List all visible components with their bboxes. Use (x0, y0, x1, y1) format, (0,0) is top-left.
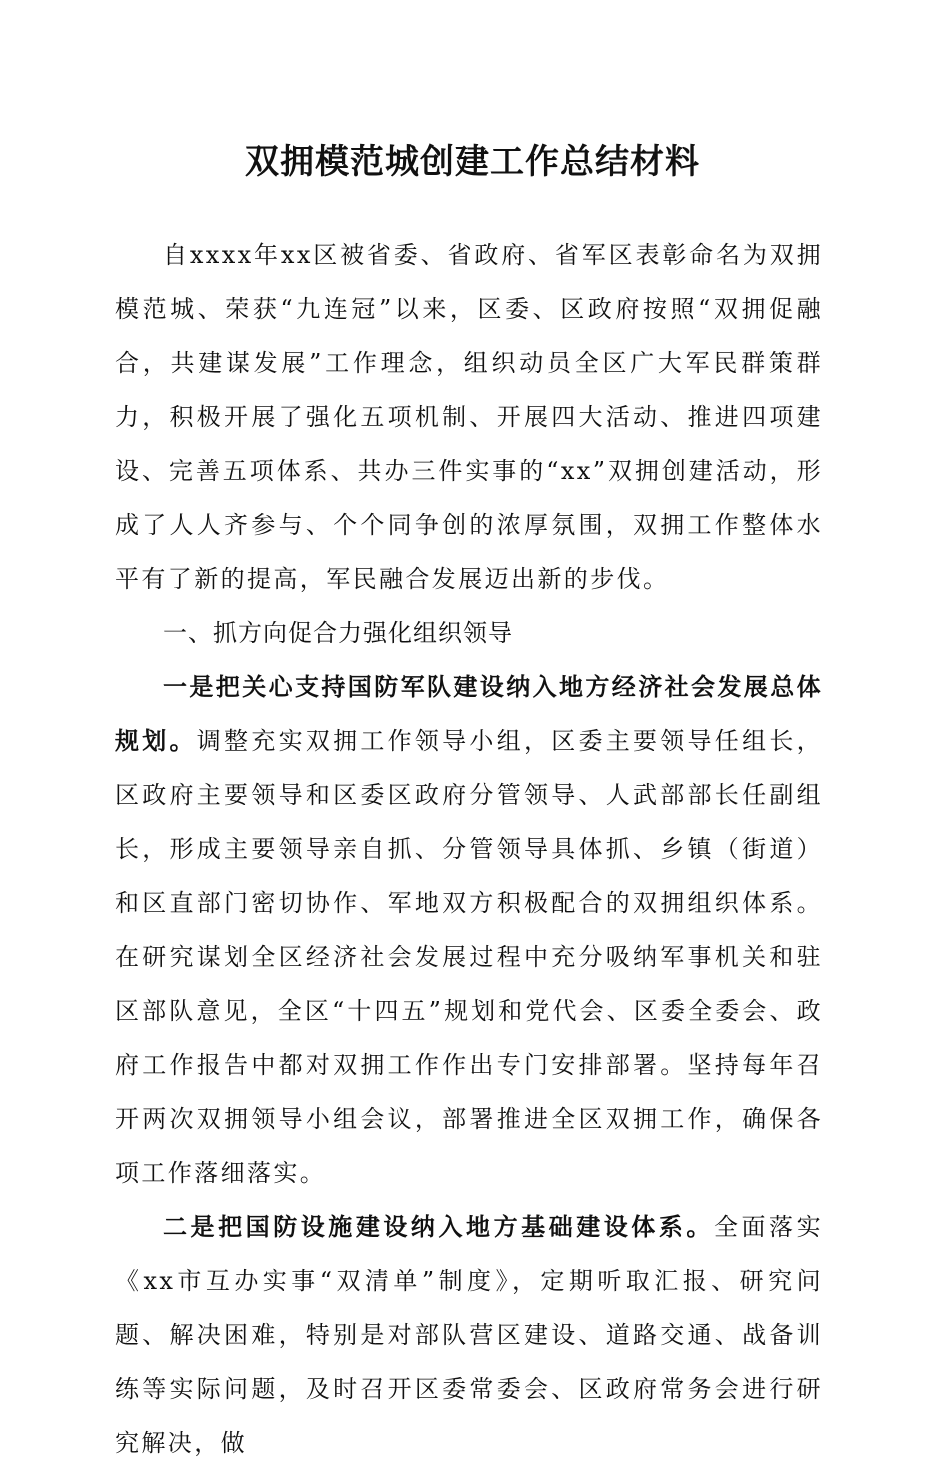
paragraph-two-lead: 二是把国防设施建设纳入地方基础建设体系。 (163, 1212, 714, 1241)
paragraph-two (115, 1200, 823, 1470)
document-title: 双拥模范城创建工作总结材料 (245, 142, 700, 182)
paragraph-two-body: 全面落实《xx市互办实事“双清单”制度》，定期听取汇报、研究问题、解决困难，特别是对部队营区建设、道路交通、战备训练等实际问题，及时召开区委常委会、区政府常务会进行研究解决，做 (115, 1213, 823, 1457)
paragraph-one-lead: 一是把关心支持国防军队建设纳入地方经济社会发展总体规划。 (115, 672, 823, 755)
section-heading: 一、抓方向促合力强化组织领导 (163, 619, 513, 647)
paragraph-one (115, 660, 823, 1200)
paragraph-one-body: 调整充实双拥工作领导小组，区委主要领导任组长，区政府主要领导和区委区政府分管领导、人武部部长任副组长，形成主要领导亲自抓、分管领导具体抓、乡镇（街道）和区直部门密切协作、军地双方积极配合的双拥组织体系。在研究谋划全区经济社会发展过程中充分吸纳军事机关和驻区部队意见，全区“十四五”规划和党代会、区委全委会、政府工作报告中都对双拥工作作出专门安排部署。坚持每年召开两次双拥领导小组会议，部署推进全区双拥工作，确保各项工作落细落实。 (115, 727, 823, 1187)
document-body (115, 228, 823, 1470)
intro-paragraph: 自xxxx年xx区被省委、省政府、省军区表彰命名为双拥模范城、荣获“九连冠”以来，区委、区政府按照“双拥促融合，共建谋发展”工作理念，组织动员全区广大军民群策群力，积极开展了强化五项机制、开展四大活动、推进四项建设、完善五项体系、共办三件实事的“xx”双拥创建活动，形成了人人齐参与、个个同争创的浓厚氛围，双拥工作整体水平有了新的提高，军民融合发展迈出新的步伐。 (115, 241, 823, 593)
